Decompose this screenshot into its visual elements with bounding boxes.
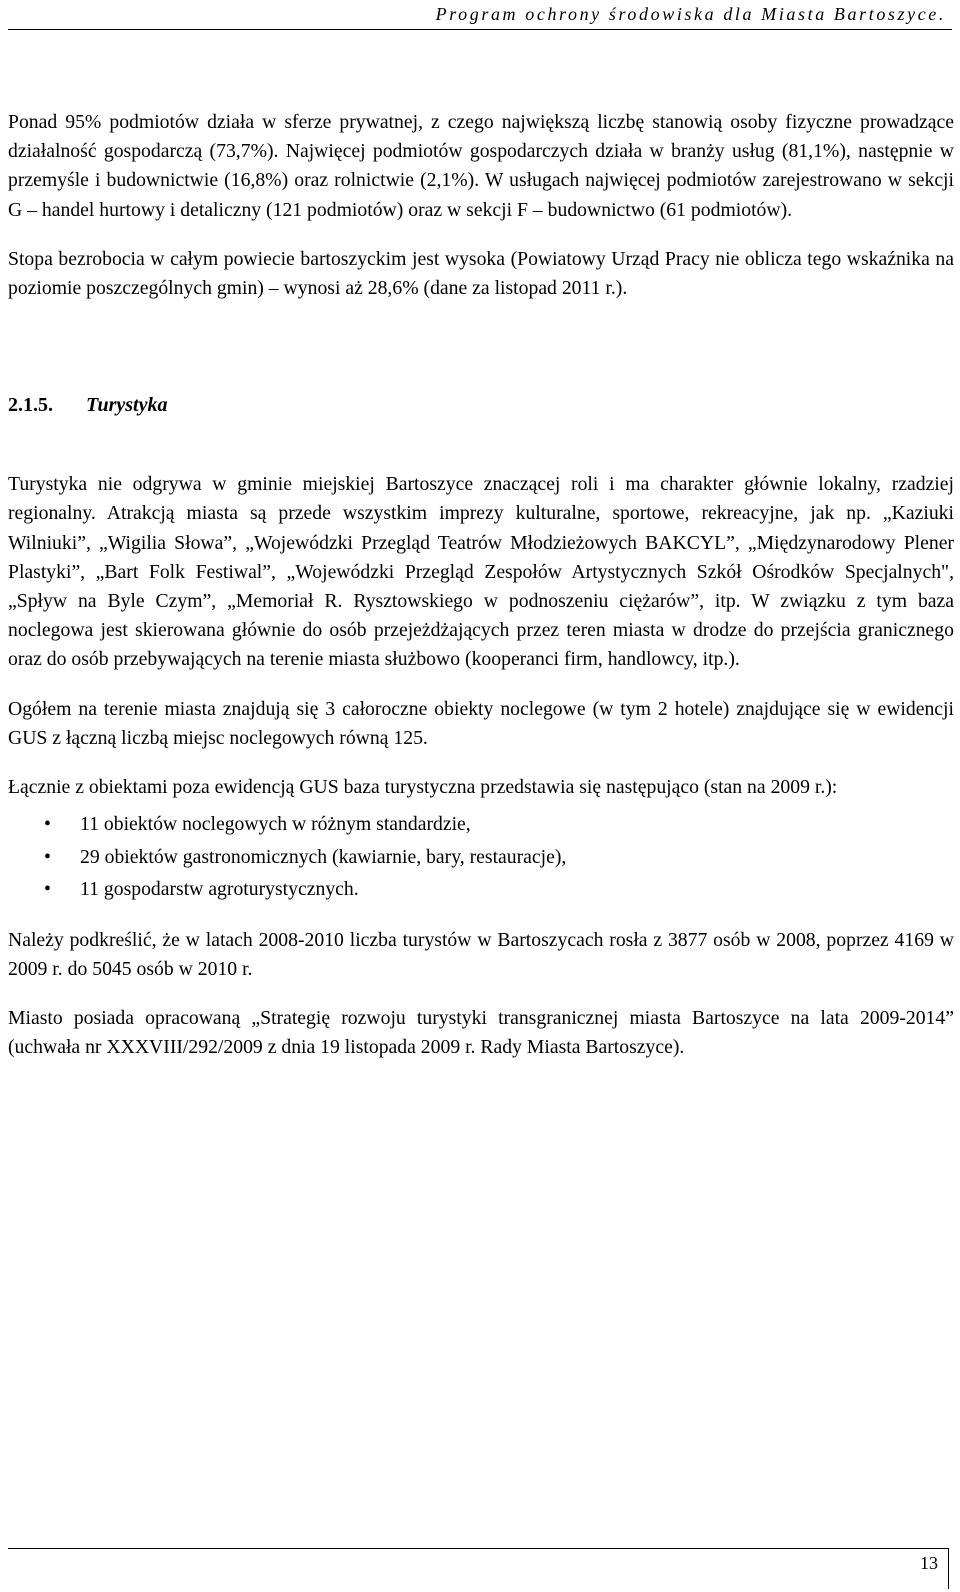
tourist-base-list <box>8 808 954 906</box>
paragraph-accommodation: Ogółem na terenie miasta znajdują się 3 całoroczne obiekty noclegowe (w tym 2 hotele) znajdujące się w ewidencji GUS z łączną liczbą miejsc noclegowych równą 125. <box>8 697 954 749</box>
section-title: Turystyka <box>86 394 168 417</box>
bullet-icon: • <box>44 878 51 901</box>
paragraph-tourist-numbers: Należy podkreślić, że w latach 2008-2010 liczba turystów w Bartoszycach rosła z 3877 osób w 2008, poprzez 4169 w 2009 r. do 5045 osób w 2010 r. <box>8 928 954 980</box>
section-heading <box>8 391 954 420</box>
section-number: 2.1.5. <box>8 394 53 417</box>
bullet-icon: • <box>44 845 51 868</box>
paragraph-unemployment: Stopa bezrobocia w całym powiecie bartoszyckim jest wysoka (Powiatowy Urząd Pracy nie oblicza tego wskaźnika na poziomie poszczególnych gmin) – wynosi aż 28,6% (dane za listopad 2011 r.). <box>8 247 954 300</box>
paragraph-tourist-base: Łącznie z obiektami poza ewidencją GUS baza turystyczna przedstawia się następująco (stan na 2009 r.): <box>8 776 838 799</box>
list-item-text: 11 gospodarstw agroturystycznych. <box>80 878 359 901</box>
list-item-text: 11 obiektów noclegowych w różnym standardzie, <box>80 813 471 836</box>
document-body <box>8 108 954 1063</box>
running-header-title: Program ochrony środowiska dla Miasta Bartoszyce. <box>435 4 946 24</box>
list-item <box>8 841 954 874</box>
paragraph-tourism-intro: Turystyka nie odgrywa w gminie miejskiej Bartoszyce znaczącej roli i ma charakter głównie lokalny, rzadziej regionalny. Atrakcją miasta są przede wszystkim imprezy kulturalne, sportowe, rekreacyjne, jak np. „Kaziuki Wilniuki”, „Wigilia Słowa”, „Wojewódzki Przegląd Teatrów Młodzieżowych BAKCYL”, „Międzynarodowy Plener Plastyki”, „Bart Folk Festiwal”, „Wojewódzki Przegląd Zespołów Artystycznych Szkół Ośrodków Specjalnych", „Spływ na Byle Czym”, „Memoriał R. Rysztowskiego w podnoszeniu ciężarów”, itp. W związku z tym baza noclegowa jest skierowana głównie do osób przejeżdżających przez teren miasta w drodze do przejścia granicznego oraz do osób przebywających na terenie miasta służbowo (kooperanci firm, handlowcy, itp.). <box>8 473 954 671</box>
list-item-text: 29 obiektów gastronomicznych (kawiarnie, bary, restauracje), <box>80 845 567 868</box>
header-rule <box>8 29 952 30</box>
paragraph-strategy: Miasto posiada opracowaną „Strategię rozwoju turystyki transgranicznej miasta Bartoszyce na lata 2009-2014” (uchwała nr XXXVIII/292/2009 z dnia 19 listopada 2009 r. Rady Miasta Bartoszyce). <box>8 1007 954 1059</box>
page-header <box>0 0 960 32</box>
bullet-icon: • <box>44 813 51 836</box>
page-number: 13 <box>920 1553 938 1573</box>
list-item <box>8 873 954 906</box>
page-footer <box>8 1548 949 1589</box>
list-item <box>8 808 954 841</box>
paragraph-business-entities: Ponad 95% podmiotów działa w sferze prywatnej, z czego największą liczbę stanowią osoby fizyczne prowadzące działalność gospodarczą (73,7%). Najwięcej podmiotów gospodarczych działa w branży usług (81,1%), następnie w przemyśle i budownictwie (16,8%) oraz rolnictwie (2,1%). W usługach najwięcej podmiotów zarejestrowano w sekcji G – handel hurtowy i detaliczny (121 podmiotów) oraz w sekcji F – budownictwo (61 podmiotów). <box>8 111 954 221</box>
